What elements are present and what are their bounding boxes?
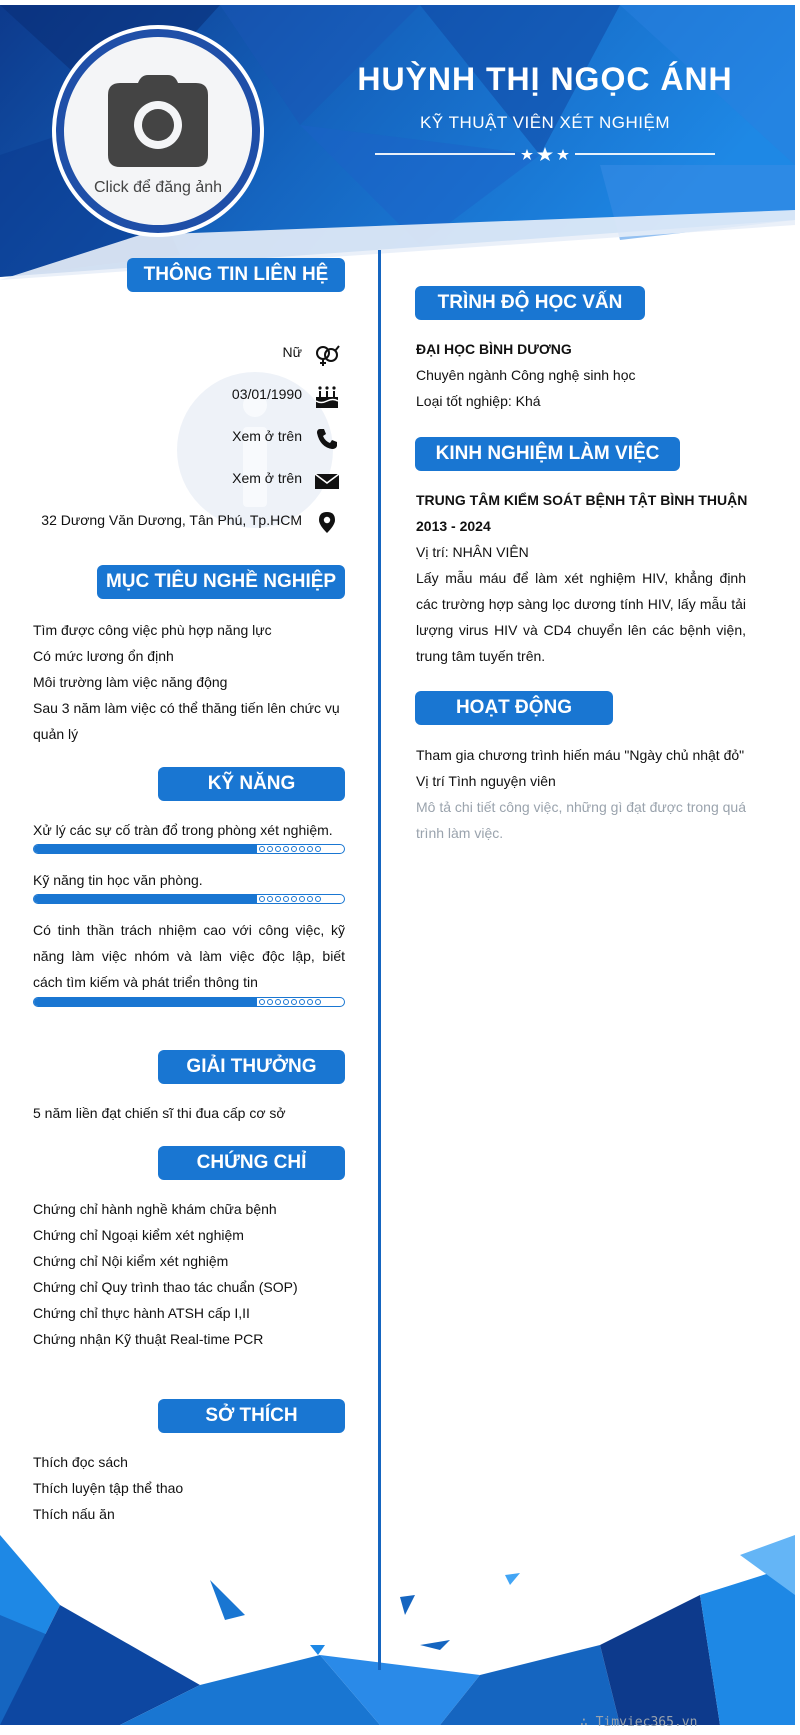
contact-address — [40, 508, 340, 538]
objective-line: Môi trường làm việc năng động — [33, 674, 228, 690]
awards-section-title: GIẢI THƯỞNG — [158, 1050, 345, 1084]
contact-birthday — [40, 382, 340, 412]
objective-line: Sau 3 năm làm việc có thể thăng tiến lên chức vụ quản lý — [33, 700, 340, 742]
activities-section-title: HOẠT ĐỘNG — [415, 691, 613, 725]
contact-section-title: THÔNG TIN LIÊN HỆ — [127, 258, 345, 292]
stars-divider — [375, 145, 715, 163]
site-watermark: ∴ Timviec365.vn — [580, 1715, 698, 1730]
objective-section-title: MỤC TIÊU NGHỀ NGHIỆP — [97, 565, 345, 599]
certificate-line: Chứng chỉ hành nghề khám chữa bệnh — [33, 1201, 277, 1217]
objective-line: Tìm được công việc phù hợp năng lực — [33, 622, 272, 638]
certificates-section-title: CHỨNG CHỈ — [158, 1146, 345, 1180]
job-title: KỸ THUẬT VIÊN XÉT NGHIỆM — [419, 113, 671, 132]
certificate-line: Chứng chỉ Ngoại kiểm xét nghiệm — [33, 1227, 244, 1243]
contact-phone — [40, 424, 340, 454]
award-line: 5 năm liền đạt chiến sĩ thi đua cấp cơ sở — [33, 1105, 286, 1121]
skill-label: Có tinh thần trách nhiệm cao với công việc, kỹ năng làm việc nhóm và làm việc độc lập, biết cách tìm kiếm và phát triển thông tin — [33, 922, 345, 990]
skill-bar — [33, 997, 345, 1007]
email-value: Xem ở trên — [232, 470, 302, 486]
certificate-line: Chứng chỉ Nội kiểm xét nghiệm — [33, 1253, 229, 1269]
experience-company: TRUNG TÂM KIỂM SOÁT BỆNH TẬT BÌNH THUẬN — [416, 492, 748, 508]
activity-role: Vị trí Tình nguyện viên — [416, 773, 556, 789]
skill-bar — [33, 894, 345, 904]
location-pin-icon — [314, 511, 340, 535]
certificate-line: Chứng nhận Kỹ thuật Real-time PCR — [33, 1331, 264, 1347]
skill-bar-dots — [259, 896, 321, 902]
cv-card — [0, 5, 795, 1725]
phone-icon — [314, 427, 340, 451]
skill-bar-fill — [34, 845, 257, 853]
gender-value: Nữ — [282, 344, 302, 360]
certificate-line: Chứng chỉ Quy trình thao tác chuẩn (SOP) — [33, 1279, 298, 1295]
skill-bar-fill — [34, 998, 257, 1006]
education-major: Chuyên ngành Công nghệ sinh học — [416, 367, 636, 383]
education-section-title: TRÌNH ĐỘ HỌC VẤN — [415, 286, 645, 320]
certificate-line: Chứng chỉ thực hành ATSH cấp I,II — [33, 1305, 250, 1321]
objective-line: Có mức lương ổn định — [33, 648, 174, 664]
camera-icon — [108, 75, 208, 167]
column-divider — [378, 250, 381, 1670]
hobby-line: Thích luyện tập thể thao — [33, 1480, 184, 1496]
hobby-line: Thích đọc sách — [33, 1454, 128, 1470]
contact-email — [40, 466, 340, 496]
birthday-cake-icon — [314, 385, 340, 409]
avatar-placeholder[interactable] — [64, 37, 252, 225]
avatar[interactable] — [52, 25, 264, 237]
experience-position: Vị trí: NHÂN VIÊN — [416, 544, 529, 560]
activity-description-placeholder[interactable]: Mô tả chi tiết công việc, những gì đạt được trong quá trình làm việc. — [416, 799, 746, 841]
contact-gender — [40, 340, 340, 370]
phone-value: Xem ở trên — [232, 428, 302, 444]
activity-name: Tham gia chương trình hiến máu "Ngày chủ nhật đỏ" — [416, 747, 745, 763]
birthday-value: 03/01/1990 — [231, 386, 302, 402]
email-icon — [314, 469, 340, 493]
experience-description: Lấy mẫu máu để làm xét nghiệm HIV, khẳng định các trường hợp sàng lọc dương tính HIV, lấy mẫu tải lượng virus HIV và CD4 chuyển lên các bệnh viện, trung tâm tuyến trên. — [416, 570, 746, 664]
education-grade: Loại tốt nghiệp: Khá — [416, 393, 541, 409]
candidate-name: HUỲNH THỊ NGỌC ÁNH — [357, 61, 733, 97]
gender-icon — [314, 343, 340, 367]
experience-section-title: KINH NGHIỆM LÀM VIỆC — [415, 437, 680, 471]
skill-bar-dots — [259, 999, 321, 1005]
skill-bar-fill — [34, 895, 257, 903]
avatar-label: Click để đăng ảnh — [93, 179, 223, 196]
skill-bar — [33, 844, 345, 854]
skill-bar-dots — [259, 846, 321, 852]
skill-label: Kỹ năng tin học văn phòng. — [33, 872, 203, 888]
footer-background — [0, 1535, 795, 1725]
skill-label: Xử lý các sự cố tràn đổ trong phòng xét nghiệm. — [33, 822, 333, 838]
hobby-line: Thích nấu ăn — [33, 1506, 115, 1522]
hobbies-section-title: SỞ THÍCH — [158, 1399, 345, 1433]
experience-period: 2013 - 2024 — [416, 518, 491, 534]
address-value: 32 Dương Văn Dương, Tân Phú, Tp.HCM — [41, 512, 302, 528]
education-school: ĐẠI HỌC BÌNH DƯƠNG — [416, 341, 572, 357]
skills-section-title: KỸ NĂNG — [158, 767, 345, 801]
